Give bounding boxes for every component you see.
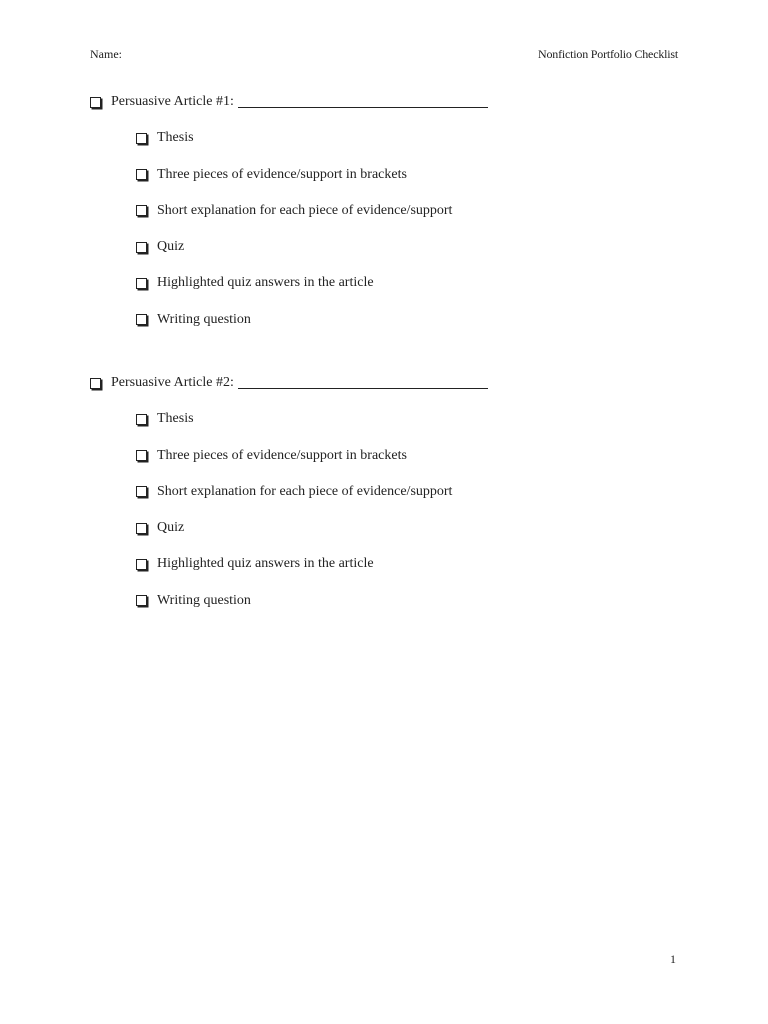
- checklist-item-label: Highlighted quiz answers in the article: [157, 275, 374, 291]
- checklist-item: [136, 410, 534, 428]
- article-2-checkbox[interactable]: [90, 378, 101, 389]
- article-section-1: [90, 93, 488, 329]
- checklist-item-label: Writing question: [157, 592, 251, 608]
- article-1-title-blank[interactable]: [238, 93, 488, 108]
- checklist-item: [136, 274, 534, 292]
- checklist-item: [136, 483, 534, 501]
- article-2-title-blank[interactable]: [238, 374, 488, 389]
- highlighted-answers-checkbox[interactable]: [136, 278, 147, 289]
- quiz-checkbox[interactable]: [136, 242, 147, 253]
- explanation-checkbox[interactable]: [136, 486, 147, 497]
- checklist-item-label: Three pieces of evidence/support in brackets: [157, 447, 407, 463]
- article-2-label: Persuasive Article #2:: [111, 375, 234, 390]
- thesis-checkbox[interactable]: [136, 133, 147, 144]
- article-1-checkbox[interactable]: [90, 97, 101, 108]
- writing-question-checkbox[interactable]: [136, 314, 147, 325]
- article-2-line: [90, 374, 488, 392]
- checklist-item: [136, 447, 534, 465]
- checklist-item-label: Three pieces of evidence/support in brackets: [157, 166, 407, 182]
- article-2-checklist: [136, 410, 534, 609]
- checklist-item: [136, 129, 534, 147]
- article-section-2: [90, 374, 488, 610]
- article-1-checklist: [136, 129, 534, 328]
- checklist-item: [136, 166, 534, 184]
- checklist-item-label: Short explanation for each piece of evidence/support: [157, 202, 453, 218]
- thesis-checkbox[interactable]: [136, 414, 147, 425]
- highlighted-answers-checkbox[interactable]: [136, 559, 147, 570]
- name-label: Name:: [90, 47, 122, 61]
- explanation-checkbox[interactable]: [136, 205, 147, 216]
- writing-question-checkbox[interactable]: [136, 595, 147, 606]
- evidence-checkbox[interactable]: [136, 450, 147, 461]
- checklist-item-label: Short explanation for each piece of evidence/support: [157, 483, 453, 499]
- checklist-item-label: Highlighted quiz answers in the article: [157, 556, 374, 572]
- checklist-item: [136, 311, 534, 329]
- document-title: Nonfiction Portfolio Checklist: [538, 47, 678, 61]
- checklist-item-label: Writing question: [157, 311, 251, 327]
- article-1-line: [90, 93, 488, 111]
- checklist-item-label: Quiz: [157, 520, 185, 536]
- quiz-checkbox[interactable]: [136, 523, 147, 534]
- checklist-item-label: Thesis: [157, 130, 194, 146]
- checklist-item: [136, 238, 534, 256]
- checklist-item: [136, 555, 534, 573]
- evidence-checkbox[interactable]: [136, 169, 147, 180]
- article-1-label: Persuasive Article #1:: [111, 94, 234, 109]
- checklist-item: [136, 519, 534, 537]
- checklist-item: [136, 202, 534, 220]
- checklist-item-label: Thesis: [157, 411, 194, 427]
- page-number: 1: [670, 952, 676, 966]
- checklist-item-label: Quiz: [157, 239, 185, 255]
- checklist-item: [136, 592, 534, 610]
